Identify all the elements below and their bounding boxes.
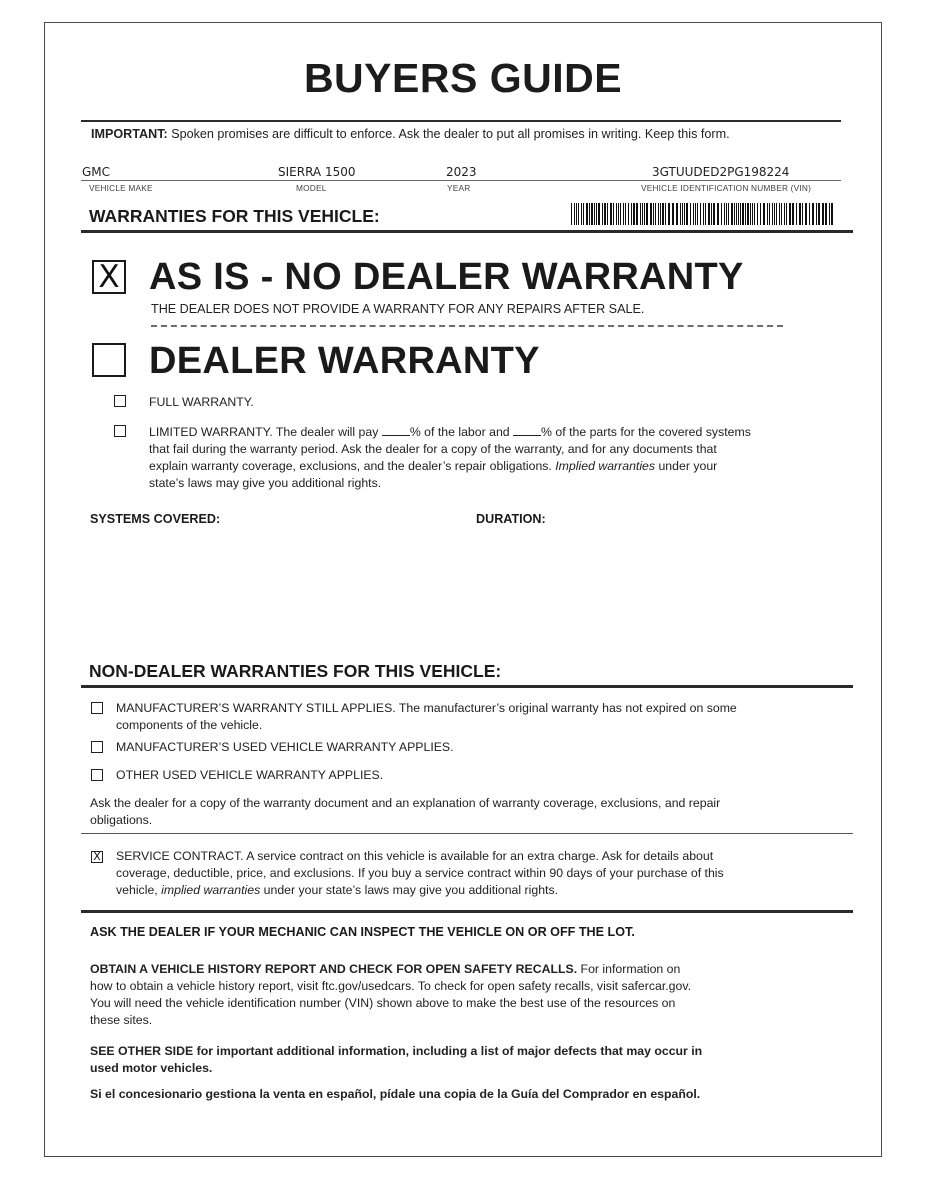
barcode-bar xyxy=(776,203,777,225)
barcode-bar xyxy=(665,203,666,225)
barcode-bar xyxy=(757,203,758,225)
as-is-heading: AS IS - NO DEALER WARRANTY xyxy=(149,256,744,298)
limited-warranty-checkbox[interactable] xyxy=(114,425,126,437)
barcode-bar xyxy=(631,203,632,225)
vehicle-vin-label: VEHICLE IDENTIFICATION NUMBER (VIN) xyxy=(641,183,812,193)
barcode-bar xyxy=(571,203,572,225)
barcode-bar xyxy=(690,203,691,225)
barcode-bar xyxy=(604,203,606,225)
barcode-bar xyxy=(695,203,696,225)
barcode-bar xyxy=(602,203,603,225)
barcode-bar xyxy=(750,203,751,225)
barcode-bar xyxy=(754,203,755,225)
mfr-warranty-text xyxy=(116,700,737,734)
barcode-bar xyxy=(831,203,833,225)
important-notice xyxy=(91,127,730,141)
vehicle-year-value: 2023 xyxy=(446,165,477,179)
barcode-bar xyxy=(576,203,577,225)
barcode-bar xyxy=(805,203,807,225)
other-used-warranty-label: OTHER USED VEHICLE WARRANTY APPLIES. xyxy=(116,768,384,782)
barcode-bar xyxy=(686,203,688,225)
history-line-1-rest: For information on xyxy=(577,962,681,976)
buyers-guide-form xyxy=(44,22,882,1157)
history-bold: OBTAIN A VEHICLE HISTORY REPORT AND CHECK FOR OPEN SAFETY RECALLS. xyxy=(90,962,578,976)
ask-line-2: obligations. xyxy=(90,813,153,827)
barcode-bar xyxy=(672,203,674,225)
barcode-bar xyxy=(726,203,727,225)
as-is-subtext: THE DEALER DOES NOT PROVIDE A WARRANTY FOR ANY REPAIRS AFTER SALE. xyxy=(151,302,645,316)
vehicle-vin-value: 3GTUUDED2PG198224 xyxy=(652,165,790,179)
barcode-bar xyxy=(772,203,773,225)
barcode-bar xyxy=(655,203,656,225)
barcode-bar xyxy=(610,203,612,225)
other-side-note xyxy=(90,1043,702,1077)
barcode-bar xyxy=(760,203,761,225)
other-used-warranty-checkbox[interactable] xyxy=(91,769,103,781)
heavy-divider xyxy=(81,910,853,913)
vehicle-model-label: MODEL xyxy=(296,183,327,193)
full-warranty-label: FULL WARRANTY. xyxy=(149,395,254,409)
barcode-bar xyxy=(589,203,590,225)
barcode-bar xyxy=(734,203,735,225)
parts-percent-blank[interactable] xyxy=(513,425,541,436)
limited-line-3a: explain warranty coverage, exclusions, and the dealer’s repair obligations. xyxy=(149,459,556,473)
divider xyxy=(81,120,841,122)
implied-warranties-italic: implied warranties xyxy=(161,883,261,897)
barcode-bar xyxy=(784,203,785,225)
vehicle-model-value: SIERRA 1500 xyxy=(278,165,356,179)
vehicle-year-label: YEAR xyxy=(447,183,471,193)
barcode-bar xyxy=(708,203,710,225)
barcode-bar xyxy=(640,203,641,225)
barcode-bar xyxy=(684,203,685,225)
barcode-bar xyxy=(616,203,617,225)
vehicle-line xyxy=(81,180,841,181)
barcode-bar xyxy=(752,203,753,225)
used-mfr-warranty-label: MANUFACTURER’S USED VEHICLE WARRANTY APPLIES. xyxy=(116,740,454,754)
service-line-3a: vehicle, xyxy=(116,883,162,897)
as-is-checkbox[interactable] xyxy=(92,260,126,294)
limited-text-c: % of the parts for the covered systems xyxy=(541,425,751,439)
barcode-bar xyxy=(786,203,787,225)
barcode-bar xyxy=(658,203,659,225)
barcode-bar xyxy=(703,203,704,225)
barcode-bar xyxy=(767,203,768,225)
other-side-line-2: used motor vehicles. xyxy=(90,1061,213,1075)
barcode-bar xyxy=(742,203,744,225)
service-line-1: SERVICE CONTRACT. A service contract on this vehicle is available for an extra charge. Ask for details about xyxy=(116,849,714,863)
full-warranty-checkbox[interactable] xyxy=(114,395,126,407)
barcode-bar xyxy=(769,203,770,225)
history-line-4: these sites. xyxy=(90,1013,153,1027)
service-line-3c: under your state’s laws may give you additional rights. xyxy=(260,883,559,897)
barcode-bar xyxy=(620,203,621,225)
barcode-bar xyxy=(680,203,681,225)
limited-line-2: that fail during the warranty period. Ask the dealer for a copy of the warranty, and for any documents that xyxy=(149,442,717,456)
barcode-bar xyxy=(825,203,827,225)
implied-warranties-italic: Implied warranties xyxy=(555,459,656,473)
check-mark: X xyxy=(93,850,101,863)
barcode-bar xyxy=(668,203,670,225)
page-title: BUYERS GUIDE xyxy=(303,55,623,101)
barcode-bar xyxy=(747,203,749,225)
barcode-bar xyxy=(731,203,733,225)
ask-dealer-note xyxy=(90,795,720,829)
barcode-bar xyxy=(574,203,575,225)
barcode-bar xyxy=(650,203,652,225)
limited-line-3c: under your xyxy=(655,459,718,473)
history-line-2: how to obtain a vehicle history report, visit ftc.gov/usedcars. To check for open safety recalls, visit safercar.gov. xyxy=(90,979,692,993)
divider xyxy=(81,833,853,834)
barcode-bar xyxy=(721,203,722,225)
barcode-bar xyxy=(728,203,729,225)
barcode-bar xyxy=(717,203,719,225)
barcode-bar xyxy=(598,203,600,225)
barcode-bar xyxy=(581,203,582,225)
ask-line-1: Ask the dealer for a copy of the warranty document and an explanation of warranty coverage, exclusions, and repair xyxy=(90,796,721,810)
service-contract-checkbox[interactable] xyxy=(91,851,103,863)
barcode-bar xyxy=(713,203,715,225)
barcode-bar xyxy=(799,203,801,225)
barcode-bar xyxy=(586,203,588,225)
history-line-3: You will need the vehicle identification number (VIN) shown above to make the best use of the resources on xyxy=(90,996,676,1010)
systems-covered-label: SYSTEMS COVERED: xyxy=(90,512,221,526)
barcode-bar xyxy=(724,203,725,225)
vehicle-make-value: GMC xyxy=(82,165,111,179)
barcode-bar xyxy=(809,203,810,225)
barcode-bar xyxy=(705,203,706,225)
barcode-bar xyxy=(653,203,654,225)
limited-warranty-text xyxy=(149,424,751,492)
barcode-bar xyxy=(642,203,643,225)
barcode-bar xyxy=(763,203,765,225)
mfr-warranty-checkbox[interactable] xyxy=(91,702,103,714)
barcode-bar xyxy=(818,203,820,225)
barcode-bar xyxy=(789,203,791,225)
barcode-bar xyxy=(829,203,830,225)
barcode-bar xyxy=(625,203,626,225)
barcode-bar xyxy=(812,203,814,225)
service-line-2: coverage, deductible, price, and exclusions. If you buy a service contract within 90 days of your purchase of this xyxy=(116,866,724,880)
heavy-divider xyxy=(81,230,853,233)
barcode-bar xyxy=(607,203,608,225)
barcode-bar xyxy=(700,203,701,225)
important-text: Spoken promises are difficult to enforce. Ask the dealer to put all promises in writing. Keep this form. xyxy=(171,127,730,141)
barcode-bar xyxy=(816,203,817,225)
important-label: IMPORTANT: xyxy=(91,127,168,141)
warranties-heading: WARRANTIES FOR THIS VEHICLE: xyxy=(89,206,380,226)
check-mark: X xyxy=(98,259,120,295)
barcode-bar xyxy=(796,203,797,225)
barcode-bar xyxy=(613,203,614,225)
barcode-bar xyxy=(644,203,645,225)
service-contract-text xyxy=(116,848,724,899)
barcode-bar xyxy=(618,203,619,225)
barcode-bar xyxy=(740,203,741,225)
limited-text-a: LIMITED WARRANTY. The dealer will pay xyxy=(149,425,382,439)
history-report-note xyxy=(90,961,691,1029)
barcode-bar xyxy=(583,203,584,225)
other-side-line-1: SEE OTHER SIDE for important additional information, including a list of major defects that may occur in xyxy=(90,1044,703,1058)
barcode-bar xyxy=(711,203,712,225)
vin-barcode xyxy=(571,203,835,225)
barcode-bar xyxy=(802,203,803,225)
barcode-bar xyxy=(594,203,595,225)
mfr-line-1: MANUFACTURER’S WARRANTY STILL APPLIES. The manufacturer’s original warranty has not expired on some xyxy=(116,701,737,715)
barcode-bar xyxy=(646,203,648,225)
barcode-bar xyxy=(633,203,635,225)
barcode-bar xyxy=(596,203,597,225)
barcode-bar xyxy=(745,203,746,225)
used-mfr-warranty-checkbox[interactable] xyxy=(91,741,103,753)
barcode-bar xyxy=(693,203,694,225)
limited-line-4: state’s laws may give you additional rights. xyxy=(149,476,382,490)
dealer-warranty-heading: DEALER WARRANTY xyxy=(149,340,540,382)
spanish-note: Si el concesionario gestiona la venta en español, pídale una copia de la Guía del Comprador en español. xyxy=(90,1087,701,1101)
vehicle-make-label: VEHICLE MAKE xyxy=(89,183,153,193)
barcode-bar xyxy=(738,203,739,225)
duration-label: DURATION: xyxy=(476,512,546,526)
dealer-warranty-checkbox[interactable] xyxy=(92,343,126,377)
dashed-divider xyxy=(151,325,783,327)
barcode-bar xyxy=(781,203,782,225)
barcode-bar xyxy=(792,203,794,225)
limited-text-b: % of the labor and xyxy=(409,425,514,439)
barcode-bar xyxy=(662,203,664,225)
labor-percent-blank[interactable] xyxy=(382,425,410,436)
heavy-divider xyxy=(81,685,853,688)
barcode-bar xyxy=(591,203,593,225)
barcode-bar xyxy=(636,203,638,225)
barcode-bar xyxy=(697,203,698,225)
mechanic-inspection-note: ASK THE DEALER IF YOUR MECHANIC CAN INSPECT THE VEHICLE ON OR OFF THE LOT. xyxy=(90,925,635,939)
barcode-bar xyxy=(578,203,579,225)
barcode-bar xyxy=(774,203,775,225)
non-dealer-heading: NON-DEALER WARRANTIES FOR THIS VEHICLE: xyxy=(89,661,502,681)
barcode-bar xyxy=(779,203,780,225)
mfr-line-2: components of the vehicle. xyxy=(116,718,263,732)
barcode-bar xyxy=(660,203,661,225)
barcode-bar xyxy=(822,203,824,225)
barcode-bar xyxy=(676,203,678,225)
barcode-bar xyxy=(628,203,629,225)
barcode-bar xyxy=(682,203,683,225)
barcode-bar xyxy=(623,203,624,225)
barcode-bar xyxy=(736,203,737,225)
